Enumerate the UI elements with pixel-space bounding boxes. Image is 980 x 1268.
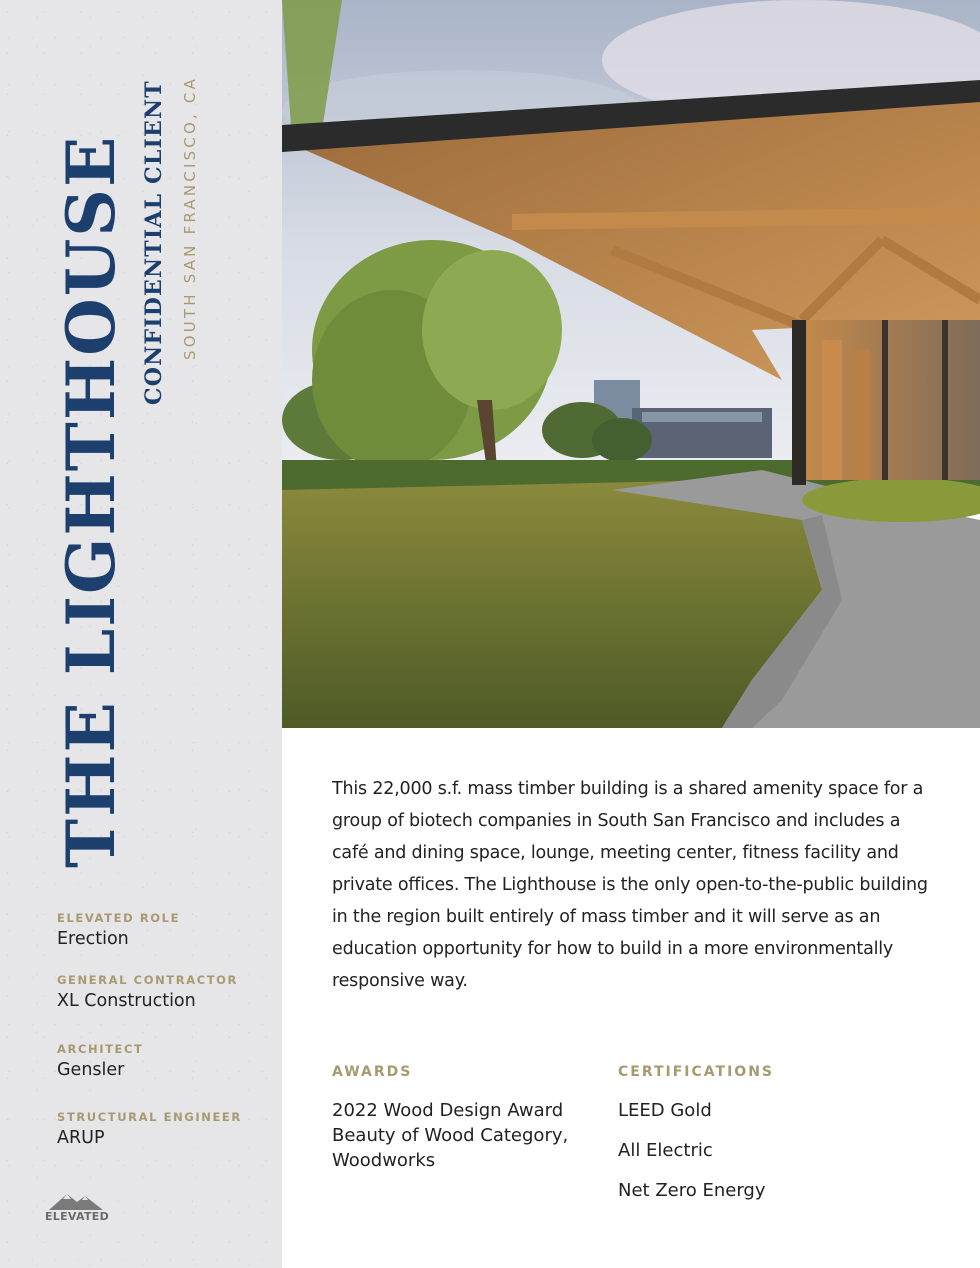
building-photo (282, 0, 980, 728)
list-item: Net Zero Energy (618, 1180, 766, 1201)
project-location: SOUTH SAN FRANCISCO, CA (181, 75, 199, 360)
role-general-contractor (57, 972, 238, 1013)
awards-text: 2022 Wood Design Award Beauty of Wood Category, Woodworks (332, 1100, 569, 1171)
role-value: Erection (57, 929, 129, 949)
role-label: ARCHITECT (57, 1042, 144, 1056)
project-title: THE LIGHTHOUSE (52, 134, 130, 868)
role-label: GENERAL CONTRACTOR (57, 973, 239, 987)
role-elevated (57, 910, 180, 951)
role-value: XL Construction (57, 991, 196, 1011)
certifications-heading: CERTIFICATIONS (618, 1064, 775, 1080)
role-architect (57, 1041, 143, 1082)
role-value: ARUP (57, 1128, 105, 1148)
list-item: LEED Gold (618, 1100, 712, 1121)
list-item: All Electric (618, 1140, 713, 1161)
role-structural-engineer (57, 1109, 242, 1150)
role-label: STRUCTURAL ENGINEER (57, 1110, 242, 1124)
project-description: This 22,000 s.f. mass timber building is a shared amenity space for a group of biotech companies in South San Francisco and includes a café and dining space, lounge, meeting center, fitness facility and private offices. The Lighthouse is the only open-to-the-public building in the region built entirely of mass timber and it will serve as an education opportunity for how to build in a more environmentally responsive way. (332, 779, 928, 991)
client-name: CONFIDENTIAL CLIENT (141, 80, 167, 405)
awards-heading: AWARDS (332, 1064, 413, 1080)
role-label: ELEVATED ROLE (57, 911, 181, 925)
certifications-list (618, 1098, 765, 1218)
sidebar (0, 0, 282, 1268)
elevated-logo (37, 1190, 117, 1228)
role-value: Gensler (57, 1060, 125, 1080)
logo-text: ELEVATED (44, 1210, 109, 1223)
mountain-icon (37, 1190, 117, 1212)
building-photo-illustration (282, 0, 980, 728)
